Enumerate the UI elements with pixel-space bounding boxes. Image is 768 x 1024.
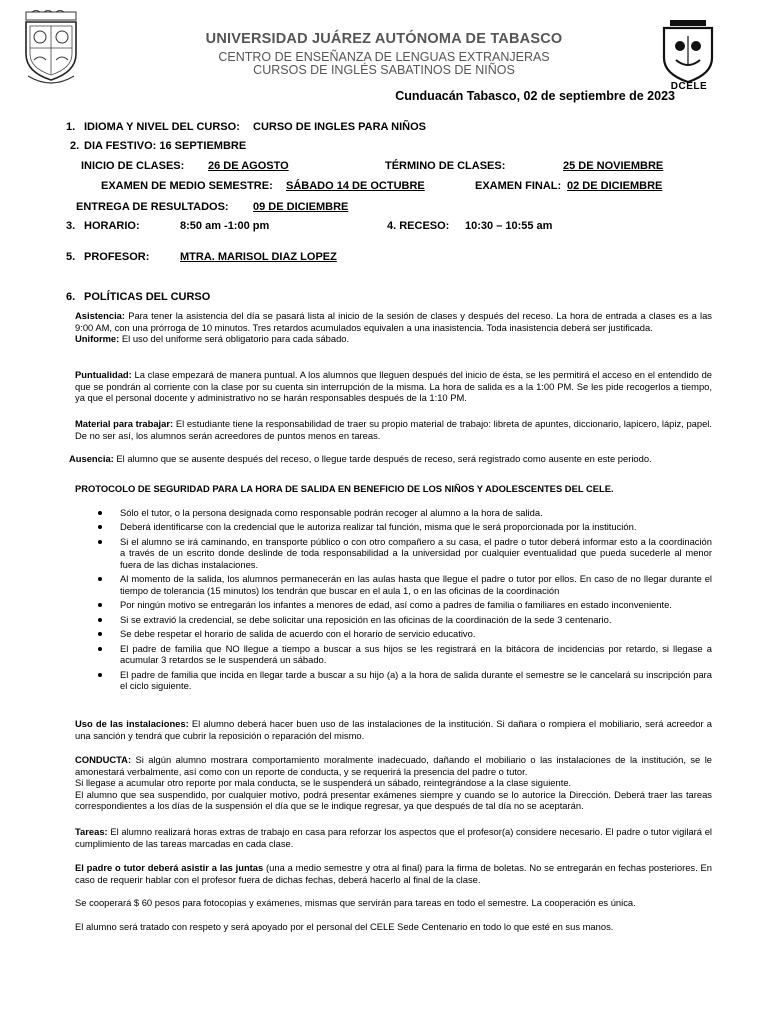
receso-value: 10:30 – 10:55 am <box>465 220 553 232</box>
center-title: CENTRO DE ENSEÑANZA DE LENGUAS EXTRANJERAS <box>218 50 550 64</box>
bullet-icon <box>98 525 102 529</box>
tareas-text: El alumno realizará horas extras de trabajo en casa para reforzar los aspectos que el profesor(a) considere necesario. El padre o tutor vigilará el cumplimiento de las tareas marcadas en cada clase. <box>75 826 712 849</box>
receso-label: 4. RECESO: <box>387 220 450 232</box>
uniforme-text: El uso del uniforme será obligatorio para cada sábado. <box>121 333 350 345</box>
bullet-icon <box>98 577 102 581</box>
inicio-label: INICIO DE CLASES: <box>81 160 185 172</box>
puntualidad-label: Puntualidad: <box>75 369 132 380</box>
profesor-label: PROFESOR: <box>84 251 150 263</box>
bullet-icon <box>98 603 102 607</box>
conducta-paragraph <box>75 754 712 812</box>
horario-label: HORARIO: <box>84 220 140 232</box>
instalaciones-label: Uso de las instalaciones: <box>75 718 189 729</box>
material-paragraph <box>75 418 712 441</box>
idioma-label: IDIOMA Y NIVEL DEL CURSO: <box>84 121 240 133</box>
instalaciones-paragraph <box>75 718 712 741</box>
inicio-value: 26 DE AGOSTO <box>208 160 289 172</box>
conducta-text-2: Si llegase a acumular otro reporte por mala conducta, se le suspenderá un sábado, reintegrándose a la clase siguiente. <box>75 777 572 789</box>
idioma-value: CURSO DE INGLES PARA NIÑOS <box>253 121 426 133</box>
ausencia-label: Ausencia: <box>69 453 114 464</box>
juntas-label: El padre o tutor deberá asistir a las juntas <box>75 862 264 873</box>
termino-label: TÉRMINO DE CLASES: <box>385 160 506 172</box>
politicas-heading: POLÍTICAS DEL CURSO <box>84 291 211 303</box>
puntualidad-text: La clase empezará de manera puntual. A los alumnos que lleguen después del inicio de ésta, se les permitirá el acceso en el entendido de que se pondrán al corriente con la clase por su cuenta sin interrupción de la misma. La hora de salida es a la 1:00 PM. Se les pide recogerlos a tiempo, ya que el personal docente y administrativo no se harán responsables después de la 1:10 PM. <box>75 369 712 404</box>
bullet-icon <box>98 540 102 544</box>
courses-title: CURSOS DE INGLÉS SABATINOS DE NIÑOS <box>253 63 515 77</box>
tareas-label: Tareas: <box>75 826 108 837</box>
entrega-value: 09 DE DICIEMBRE <box>253 201 349 213</box>
dia-festivo: DIA FESTIVO: 16 SEPTIEMBRE <box>84 140 247 152</box>
ausencia-text: El alumno que se ausente después del receso, o llegue tarde después de receso, será registrado como ausente en este periodo. <box>116 453 652 464</box>
conducta-text-1: Si algún alumno mostrara comportamiento moralmente inadecuado, dañando el mobiliario o las instalaciones de la institución, se le amonestará verbalmente, así como con un reporte de conducta, y se requerirá la presencia del padre o tutor. <box>75 754 712 777</box>
asistencia-label: Asistencia: <box>75 310 126 321</box>
item-number-1: 1. <box>66 121 76 133</box>
list-item: Si el alumno se irá caminando, en transporte público o con otro compañero a su casa, el padre o tutor deberá informar esto a la coordinación a través de un escrito donde deslinde de toda responsabilidad a la universidad por cualquier eventualidad que pueda sucederle al menor fuera de las dichas instalaciones. <box>90 536 712 571</box>
item-number-3: 3. <box>66 220 76 232</box>
asistencia-text: Para tener la asistencia del día se pasará lista al inicio de la sesión de clases y después del receso. La hora de entrada a clases es a las 9:00 AM, con una prórroga de 10 minutos. Tres retardos acumulados equivalen a una inasistencia. Toda inasistencia deberá ser justificada. <box>75 310 712 333</box>
asistencia-paragraph <box>75 310 712 345</box>
respeto-paragraph: El alumno será tratado con respeto y será apoyado por el personal del CELE Sede Centenario en todo lo que esté en sus manos. <box>75 921 614 932</box>
list-item: El padre de familia que incida en llegar tarde a buscar a su hijo (a) a la hora de salida durante el semestre se le cancelará su inscripción para el ciclo siguiente. <box>90 669 712 692</box>
protocolo-title: PROTOCOLO DE SEGURIDAD PARA LA HORA DE SALIDA EN BENEFICIO DE LOS NIÑOS Y ADOLESCENTES DEL CELE. <box>75 483 614 494</box>
bullet-icon <box>98 632 102 636</box>
instalaciones-text: El alumno deberá hacer buen uso de las instalaciones de la institución. Si dañara o rompiera el mobiliario, será acreedor a una sanción y tendrá que cubrir la reposición o reparación del mismo. <box>75 718 712 741</box>
cooperacion-paragraph: Se cooperará $ 60 pesos para fotocopias y exámenes, mismas que servirán para tareas en todo el semestre. La cooperación es única. <box>75 897 636 908</box>
profesor-value: MTRA. MARISOL DIAZ LOPEZ <box>180 251 337 263</box>
list-item: Se debe respetar el horario de salida de acuerdo con el horario de servicio educativo. <box>90 628 712 640</box>
termino-value: 25 DE NOVIEMBRE <box>563 160 664 172</box>
list-item: Por ningún motivo se entregarán los infantes a menores de edad, así como a padres de familia o familiares en estado inconveniente. <box>90 599 712 611</box>
item-number-5: 5. <box>66 251 76 263</box>
puntualidad-paragraph <box>75 369 712 404</box>
juntas-text: (una a medio semestre y otra al final) para la firma de boletas. No se entregarán en fechas posteriores. En caso de requerir hablar con el profesor fuera de dichas fechas, deberá hacerlo al final de la clase. <box>75 862 712 885</box>
list-item: El padre de familia que NO llegue a tiempo a buscar a sus hijos se les registrará en la bitácora de incidencias por retardo, si llegase a acumular 3 retardos se le suspenderá un sábado. <box>90 643 712 666</box>
item-number-2: 2. <box>70 140 80 152</box>
cele-logo-text: DCELE <box>670 81 708 92</box>
list-item: Al momento de la salida, los alumnos permanecerán en las aulas hasta que llegue el padre o tutor por ellos. En caso de no llegar durante el tiempo de tolerancia (15 minutos) los tendrán que buscar en el aula 1, o en las oficinas de la coordinación <box>90 573 712 596</box>
final-value: 02 DE DICIEMBRE <box>567 180 663 192</box>
tareas-paragraph <box>75 826 712 849</box>
date-line: Cunduacán Tabasco, 02 de septiembre de 2023 <box>395 89 675 103</box>
medio-label: EXAMEN DE MEDIO SEMESTRE: <box>101 180 273 192</box>
item-number-6: 6. <box>66 291 76 303</box>
material-label: Material para trabajar: <box>75 418 174 429</box>
ausencia-paragraph <box>69 453 712 465</box>
uniforme-label: Uniforme: <box>75 333 120 345</box>
university-title: UNIVERSIDAD JUÁREZ AUTÓNOMA DE TABASCO <box>205 31 563 47</box>
list-item: Si se extravió la credencial, se debe solicitar una reposición en las oficinas de la coordinación de la sede 3 centenario. <box>90 614 712 626</box>
final-label: EXAMEN FINAL: <box>475 180 562 192</box>
conducta-text-3: El alumno que sea suspendido, por cualquier motivo, podrá presentar exámenes siempre y cuando se lo autorice la Dirección. Deberá traer las tareas correspondientes a los días de la suspensión el día que se le indique regresar, ya que después de tal día no se aceptarán. <box>75 788 712 812</box>
list-item: Deberá identificarse con la credencial que le autoriza realizar tal función, misma que le será proporcionada por la institución. <box>90 521 712 533</box>
bullet-icon <box>98 511 102 515</box>
material-text: El estudiante tiene la responsabilidad de traer su propio material de trabajo: libreta de apuntes, diccionario, lapicero, lápiz, papel. De no ser así, los alumnos serán acreedores de puntos menos en tareas. <box>75 418 712 441</box>
horario-value: 8:50 am -1:00 pm <box>180 220 270 232</box>
list-item: Sólo el tutor, o la persona designada como responsable podrán recoger al alumno a la hora de salida. <box>90 507 712 519</box>
medio-value: SÁBADO 14 DE OCTUBRE <box>286 180 425 192</box>
bullet-icon <box>98 618 102 622</box>
juntas-paragraph <box>75 862 712 885</box>
protocolo-list <box>90 507 712 694</box>
conducta-label: CONDUCTA: <box>75 754 132 765</box>
bullet-icon <box>98 673 102 677</box>
bullet-icon <box>98 647 102 651</box>
entrega-label: ENTREGA DE RESULTADOS: <box>76 201 229 213</box>
